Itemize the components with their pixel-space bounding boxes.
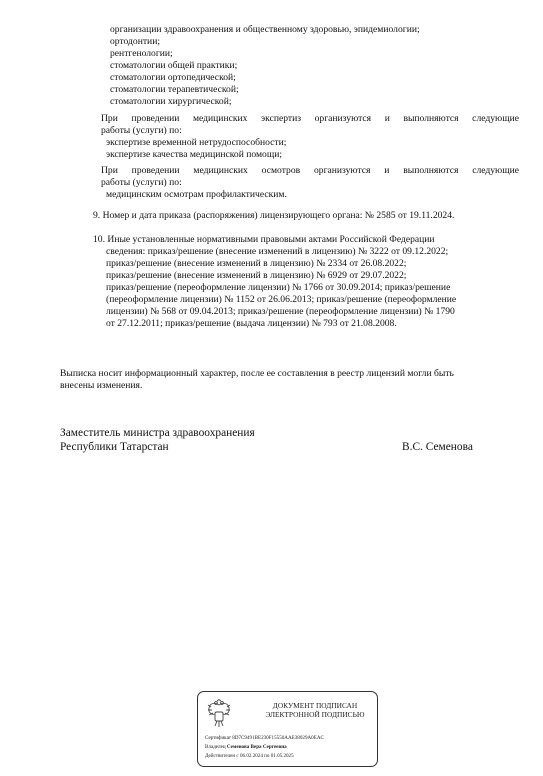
exams-intro: При проведении медицинских осмотров организуются и выполняются следующие [101,165,519,176]
coat-of-arms-icon [206,699,232,729]
specialty-line: ортодонтии; [110,36,160,47]
item-10-line: сведения: приказ/решение (внесение изменений в лицензию) № 3222 от 09.12.2022; [106,246,449,257]
certificate-label: Сертификат [205,735,231,741]
specialty-line: организации здравоохранения и общественному здоровью, эпидемиологии; [110,24,420,35]
exams-item: медицинским осмотрам профилактическим. [106,189,287,200]
expertise-intro-cont: работы (услуги) по: [101,125,182,136]
specialty-line: стоматологии общей практики; [110,60,238,71]
signatory-position: Заместитель министра здравоохранения [60,427,255,439]
exams-intro-cont: работы (услуги) по: [101,177,182,188]
certificate-value: 8D7C9491BE230F15550AAE38029A0EAC [232,735,324,741]
stamp-certificate [205,735,324,741]
stamp-validity: Действителен с 06.02.2024 по 01.05.2025 [205,753,294,759]
expertise-intro: При проведении медицинских экспертиз организуются и выполняются следующие [101,113,519,124]
stamp-owner [205,744,287,750]
item-10-line: (переоформление лицензии) № 1152 от 26.06.2013; приказ/решение (переоформление [106,294,457,305]
e-signature-stamp [197,691,378,767]
item-10-line: лицензии) № 568 от 09.04.2013; приказ/решение (переоформление лицензии) № 1790 [106,306,455,317]
signatory-position-cont: Республики Татарстан [60,441,169,453]
specialty-line: стоматологии ортопедической; [110,72,236,83]
item-10-line: от 27.12.2011; приказ/решение (выдача лицензии) № 793 от 21.08.2008. [106,318,397,329]
notice-line: Выписка носит информационный характер, после ее составления в реестр лицензий могли быть [60,368,454,379]
specialty-line: стоматологии хирургической; [110,96,232,107]
item-10-line: приказ/решение (внесение изменений в лицензию) № 2334 от 26.08.2022; [106,258,407,269]
owner-value: Семенова Вера Сергеевна [226,744,287,750]
stamp-title [256,701,374,719]
specialty-line: рентгенологии; [110,48,173,59]
item-9: 9. Номер и дата приказа (распоряжения) лицензирующего органа: № 2585 от 19.11.2024. [93,210,455,221]
specialty-line: стоматологии терапевтической; [110,84,239,95]
owner-label: Владелец [205,744,226,750]
expertise-item: экспертизе качества медицинской помощи; [106,149,283,160]
signatory-name: В.С. Семенова [402,441,473,453]
stamp-title-line: ЭЛЕКТРОННОЙ ПОДПИСЬЮ [265,710,365,719]
expertise-item: экспертизе временной нетрудоспособности; [106,137,287,148]
item-10-line: приказ/решение (переоформление лицензии) № 1766 от 30.09.2014; приказ/решение [106,282,451,293]
item-10-line: приказ/решение (внесение изменений в лицензию) № 6929 от 29.07.2022; [106,270,407,281]
stamp-title-line: ДОКУМЕНТ ПОДПИСАН [272,701,358,710]
notice-line: внесены изменения. [60,380,143,391]
item-10-line: 10. Иные установленные нормативными правовыми актами Российской Федерации [93,234,435,245]
